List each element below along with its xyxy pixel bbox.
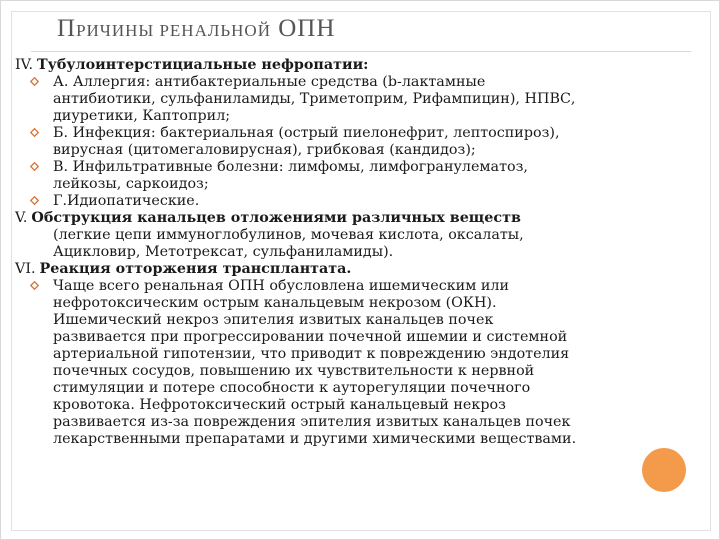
- bullet-line: [15, 295, 705, 312]
- bullet-text: Б. Инфекция: бактериальная (острый пиелонефрит, лептоспироз),: [53, 125, 560, 141]
- section-vi-heading: VI. Реакция отторжения трансплантата.: [15, 261, 352, 277]
- bullet-line: [15, 329, 705, 346]
- bullet-line: [15, 91, 705, 108]
- bullet-line: [15, 431, 705, 448]
- bullet-text: артериальной гипотензии, что приводит к повреждению эндотелия: [53, 346, 570, 362]
- bullet-text: развивается при прогрессировании почечной ишемии и системной: [53, 329, 568, 345]
- diamond-bullet-icon: [30, 196, 39, 205]
- bullet-line: [15, 380, 705, 397]
- section-v-line: (легкие цепи иммуноглобулинов, мочевая кислота, оксалаты,: [53, 227, 524, 243]
- bullet-text: стимуляции и потере способности к ауторегуляции почечного: [53, 380, 531, 396]
- bullet-text: диуретики, Каптоприл;: [53, 108, 231, 124]
- bullet-line: [15, 159, 705, 176]
- bullet-text: лекарственными препаратами и другими химическими веществами.: [53, 431, 577, 447]
- section-iv-heading: IV. Тубулоинтерстициальные нефропатии:: [15, 57, 369, 73]
- slide-title: [57, 15, 335, 43]
- diamond-bullet-icon: [30, 281, 39, 290]
- bullet-line: [15, 397, 705, 414]
- diamond-bullet-icon: [30, 162, 39, 171]
- diamond-bullet-icon: [30, 128, 39, 137]
- title-divider: [31, 51, 691, 52]
- title-rest: ОПН: [278, 15, 336, 42]
- bullet-text: В. Инфильтративные болезни: лимфомы, лимфогранулематоз,: [53, 159, 528, 175]
- bullet-text: Ишемический некроз эпителия извитых канальцев почек: [53, 312, 494, 328]
- bullet-text: развивается из-за повреждения эпителия извитых канальцев почек: [53, 414, 571, 430]
- bullet-line: [15, 108, 705, 125]
- bullet-line: [15, 176, 705, 193]
- bullet-line: [15, 346, 705, 363]
- bullet-line: [15, 125, 705, 142]
- diamond-bullet-icon: [30, 77, 39, 86]
- decorative-orange-circle: [642, 448, 686, 492]
- bullet-text: антибиотики, сульфаниламиды, Триметоприм, Рифампицин), НПВС,: [53, 91, 576, 107]
- section-v-line: Ацикловир, Метотрексат, сульфаниламиды).: [53, 244, 394, 260]
- bullet-text: лейкозы, саркоидоз;: [53, 176, 209, 192]
- section-v-heading: V. Обструкция канальцев отложениями различных веществ: [15, 210, 521, 226]
- bullet-text: вирусная (цитомегаловирусная), грибковая (кандидоз);: [53, 142, 476, 158]
- bullet-text: А. Аллергия: антибактериальные средства (b-лактамные: [53, 74, 486, 90]
- bullet-text: Г.Идиопатические.: [53, 193, 200, 209]
- bullet-line: [15, 312, 705, 329]
- bullet-item: [15, 159, 705, 193]
- section-iv-list: [15, 74, 705, 210]
- bullet-line: [15, 74, 705, 91]
- bullet-item: [15, 125, 705, 159]
- bullet-text: почечных сосудов, повышению их чувствительности к нервной: [53, 363, 535, 379]
- bullet-item: [15, 74, 705, 125]
- bullet-text: Чаще всего ренальная ОПН обусловлена ишемическим или: [53, 278, 510, 294]
- bullet-line: [15, 363, 705, 380]
- bullet-line: [15, 414, 705, 431]
- title-first-letter: П: [57, 15, 77, 42]
- bullet-line: [15, 278, 705, 295]
- title-small-caps: РИЧИНЫ РЕНАЛЬНОЙ: [76, 21, 271, 40]
- bullet-item: [15, 193, 705, 210]
- slide-content: [15, 57, 705, 448]
- bullet-text: нефротоксическим острым канальцевым некрозом (ОКН).: [53, 295, 497, 311]
- bullet-text: кровотока. Нефротоксический острый канальцевый некроз: [53, 397, 506, 413]
- bullet-line: [15, 142, 705, 159]
- bullet-item: [15, 278, 705, 448]
- section-vi-list: [15, 278, 705, 448]
- bullet-line: [15, 193, 705, 210]
